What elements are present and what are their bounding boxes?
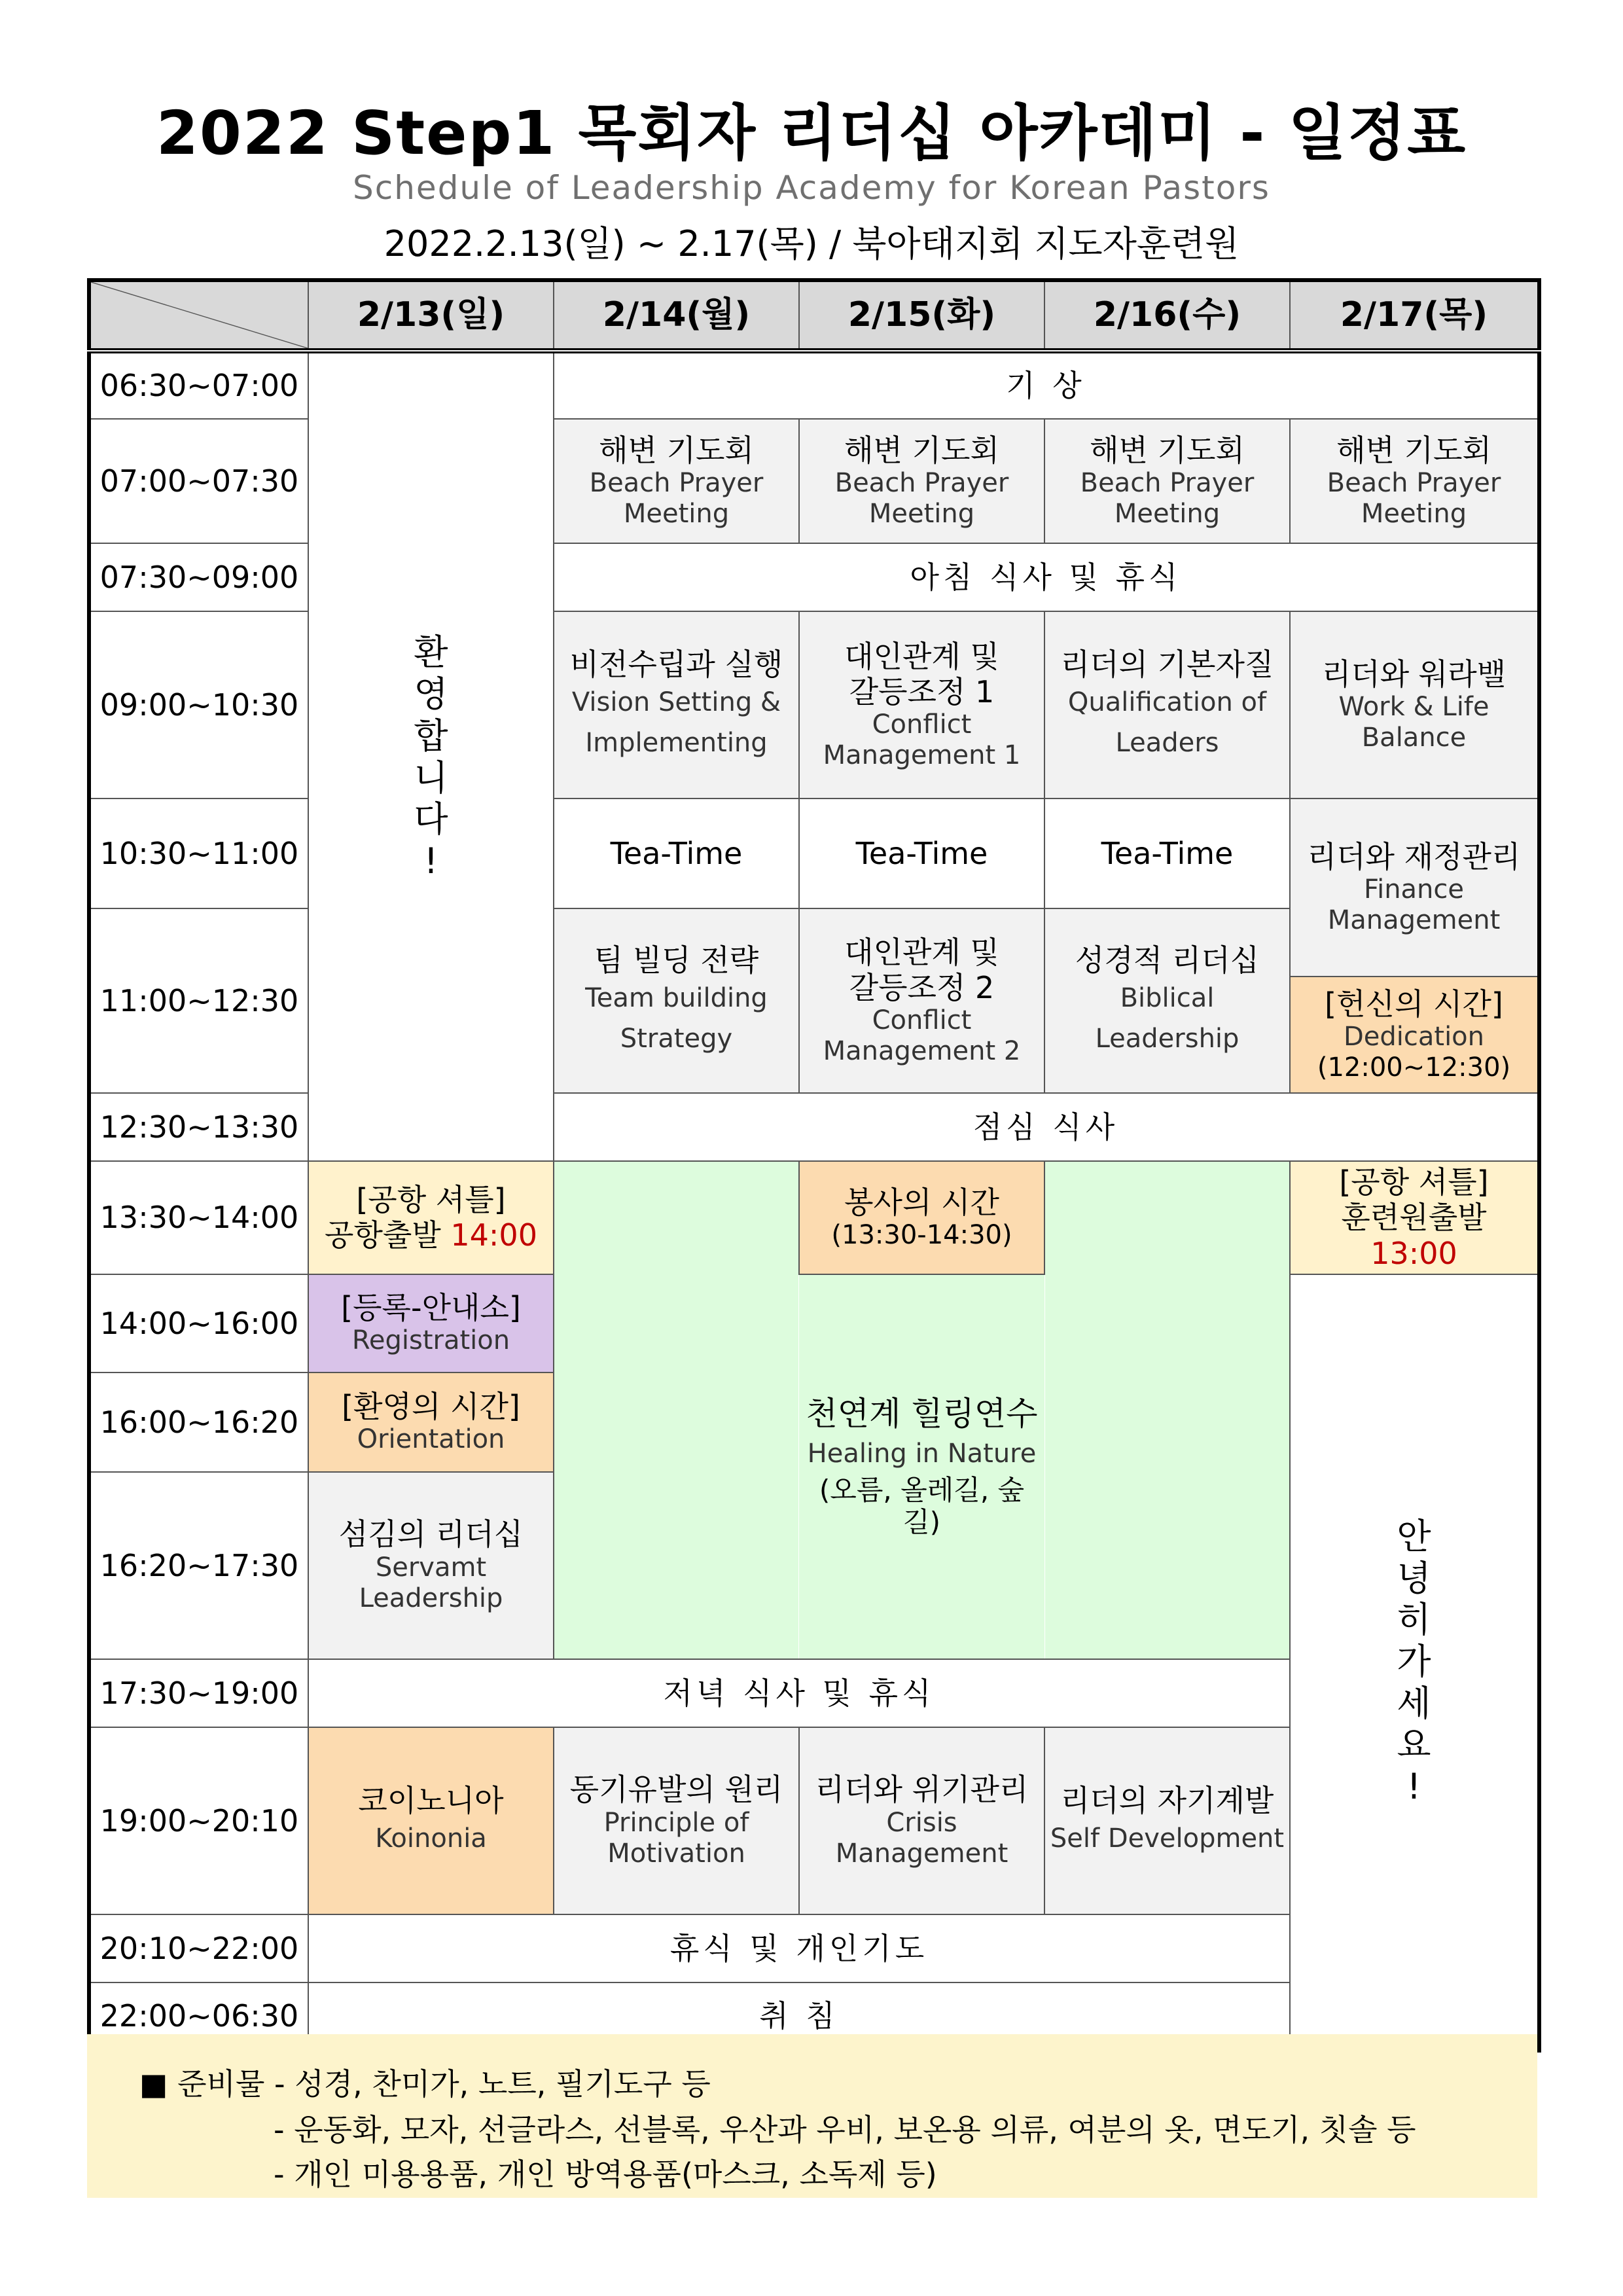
- beach-prayer-cell: 해변 기도회 Beach Prayer Meeting: [554, 419, 799, 543]
- finance-session: 리더와 재정관리 Finance Management: [1307, 838, 1521, 936]
- koinonia-session: 코이노니아 Koinonia: [308, 1727, 554, 1914]
- airport-depart-label: 공항출발: [325, 1217, 441, 1253]
- beach-prayer-cell: 해변 기도회 Beach Prayer Meeting: [799, 419, 1044, 543]
- motivation-session: 동기유발의 원리 Principle of Motivation: [554, 1727, 799, 1914]
- time-cell: 16:00~16:20: [89, 1372, 308, 1472]
- time-cell: 13:30~14:00: [89, 1161, 308, 1274]
- day-header: 2/15(화): [799, 280, 1044, 351]
- airport-shuttle-cell: [공항 셔틀] 공항출발 14:00: [308, 1161, 554, 1274]
- finance-dedication-cell: [1290, 798, 1539, 1093]
- crisis-session: 리더와 위기관리 Crisis Management: [799, 1727, 1044, 1914]
- biblical-leadership-session: 성경적 리더십 Biblical Leadership: [1044, 908, 1290, 1093]
- preparation-notes: [87, 2034, 1537, 2198]
- center-depart-time: 13:00: [1370, 1235, 1457, 1271]
- time-cell: 06:30~07:00: [89, 351, 308, 419]
- farewell-char: 히: [1397, 1599, 1431, 1641]
- farewell-char: 가: [1397, 1640, 1431, 1682]
- dedication-session: [헌신의 시간] Dedication (12:00~12:30): [1291, 976, 1537, 1092]
- registration-cell: [등록-안내소] Registration: [308, 1274, 554, 1372]
- beach-prayer-cell: 해변 기도회 Beach Prayer Meeting: [1044, 419, 1290, 543]
- farewell-char: 녕: [1397, 1557, 1431, 1599]
- airport-depart-time: 14:00: [450, 1217, 537, 1253]
- time-cell: 16:20~17:30: [89, 1472, 308, 1659]
- rest-prayer-cell: 휴식 및 개인기도: [308, 1914, 1290, 1982]
- time-cell: 17:30~19:00: [89, 1659, 308, 1727]
- notes-line: - 개인 미용용품, 개인 방역용품(마스크, 소독제 등): [274, 2157, 937, 2192]
- page-title: 2022 Step1 목회자 리더십 아카데미 - 일정표: [156, 98, 1467, 168]
- time-cell: 14:00~16:00: [89, 1274, 308, 1372]
- welcome-char: 니: [414, 757, 448, 798]
- welcome-column: [308, 351, 554, 1161]
- notes-line: - 운동화, 모자, 선글라스, 선블록, 우산과 우비, 보온용 의류, 여분의 옷, 면도기, 칫솔 등: [274, 2112, 1416, 2147]
- welcome-char: 환: [414, 632, 448, 673]
- qualification-session: 리더의 기본자질 Qualification of Leaders: [1044, 611, 1290, 798]
- farewell-char: 세: [1397, 1682, 1431, 1724]
- time-cell: 09:00~10:30: [89, 611, 308, 798]
- farewell-char: !: [1406, 1766, 1421, 1808]
- tea-time-cell: Tea-Time: [799, 798, 1044, 908]
- wakeup-cell: 기 상: [554, 351, 1539, 419]
- center-shuttle-cell: [공항 셔틀] 훈련원출발 13:00: [1290, 1161, 1539, 1274]
- time-cell: 20:10~22:00: [89, 1914, 308, 1982]
- page-subtitle: Schedule of Leadership Academy for Korean Pastors: [353, 169, 1270, 207]
- lunch-cell: 점심 식사: [554, 1093, 1539, 1161]
- time-cell: 07:30~09:00: [89, 543, 308, 611]
- date-location: 2022.2.13(일) ~ 2.17(목) / 북아태지회 지도자훈련원: [383, 223, 1240, 264]
- farewell-column: [1290, 1274, 1539, 2051]
- center-depart-label: 훈련원출발: [1341, 1200, 1487, 1236]
- work-life-session: 리더와 워라밸 Work & Life Balance: [1290, 611, 1539, 798]
- farewell-char: 요: [1397, 1724, 1431, 1766]
- day-header: 2/17(목): [1290, 280, 1539, 351]
- conflict-session-2: 대인관계 및 갈등조정 2 Conflict Management 2: [799, 908, 1044, 1093]
- nature-right: [1044, 1161, 1290, 1659]
- vision-session: 비전수립과 실행 Vision Setting & Implementing: [554, 611, 799, 798]
- welcome-char: !: [423, 840, 438, 882]
- time-cell: 19:00~20:10: [89, 1727, 308, 1914]
- time-cell: 22:00~06:30: [89, 1982, 308, 2051]
- farewell-char: 안: [1397, 1515, 1431, 1557]
- sleep-cell: 취 침: [308, 1982, 1290, 2051]
- conflict-session-1: 대인관계 및 갈등조정 1 Conflict Management 1: [799, 611, 1044, 798]
- service-session: 봉사의 시간 (13:30-14:30): [799, 1161, 1044, 1274]
- welcome-char: 합: [414, 715, 448, 757]
- orientation-cell: [환영의 시간] Orientation: [308, 1372, 554, 1472]
- dinner-cell: 저녁 식사 및 휴식: [308, 1659, 1290, 1727]
- time-cell: 10:30~11:00: [89, 798, 308, 908]
- tea-time-cell: Tea-Time: [554, 798, 799, 908]
- notes-line: ■ 준비물 - 성경, 찬미가, 노트, 필기도구 등: [139, 2066, 711, 2102]
- diagonal-line: [91, 282, 308, 348]
- self-development-session: 리더의 자기계발 Self Development: [1044, 1727, 1290, 1914]
- breakfast-cell: 아침 식사 및 휴식: [554, 543, 1539, 611]
- beach-prayer-cell: 해변 기도회 Beach Prayer Meeting: [1290, 419, 1539, 543]
- day-header: 2/13(일): [308, 280, 554, 351]
- day-header: 2/16(수): [1044, 280, 1290, 351]
- time-cell: 07:00~07:30: [89, 419, 308, 543]
- corner-cell: [89, 280, 308, 351]
- time-cell: 12:30~13:30: [89, 1093, 308, 1161]
- servant-leadership-session: 섬김의 리더십 Servamt Leadership: [308, 1472, 554, 1659]
- welcome-char: 영: [414, 673, 448, 715]
- healing-nature-session: 천연계 힐링연수 Healing in Nature (오름, 올레길, 숲길): [799, 1274, 1044, 1659]
- day-header: 2/14(월): [554, 280, 799, 351]
- tea-time-cell: Tea-Time: [1044, 798, 1290, 908]
- welcome-char: 다: [414, 798, 448, 840]
- team-building-session: 팀 빌딩 전략 Team building Strategy: [554, 908, 799, 1093]
- schedule-table: [87, 278, 1541, 2053]
- nature-left: [554, 1161, 799, 1659]
- time-cell: 11:00~12:30: [89, 908, 308, 1093]
